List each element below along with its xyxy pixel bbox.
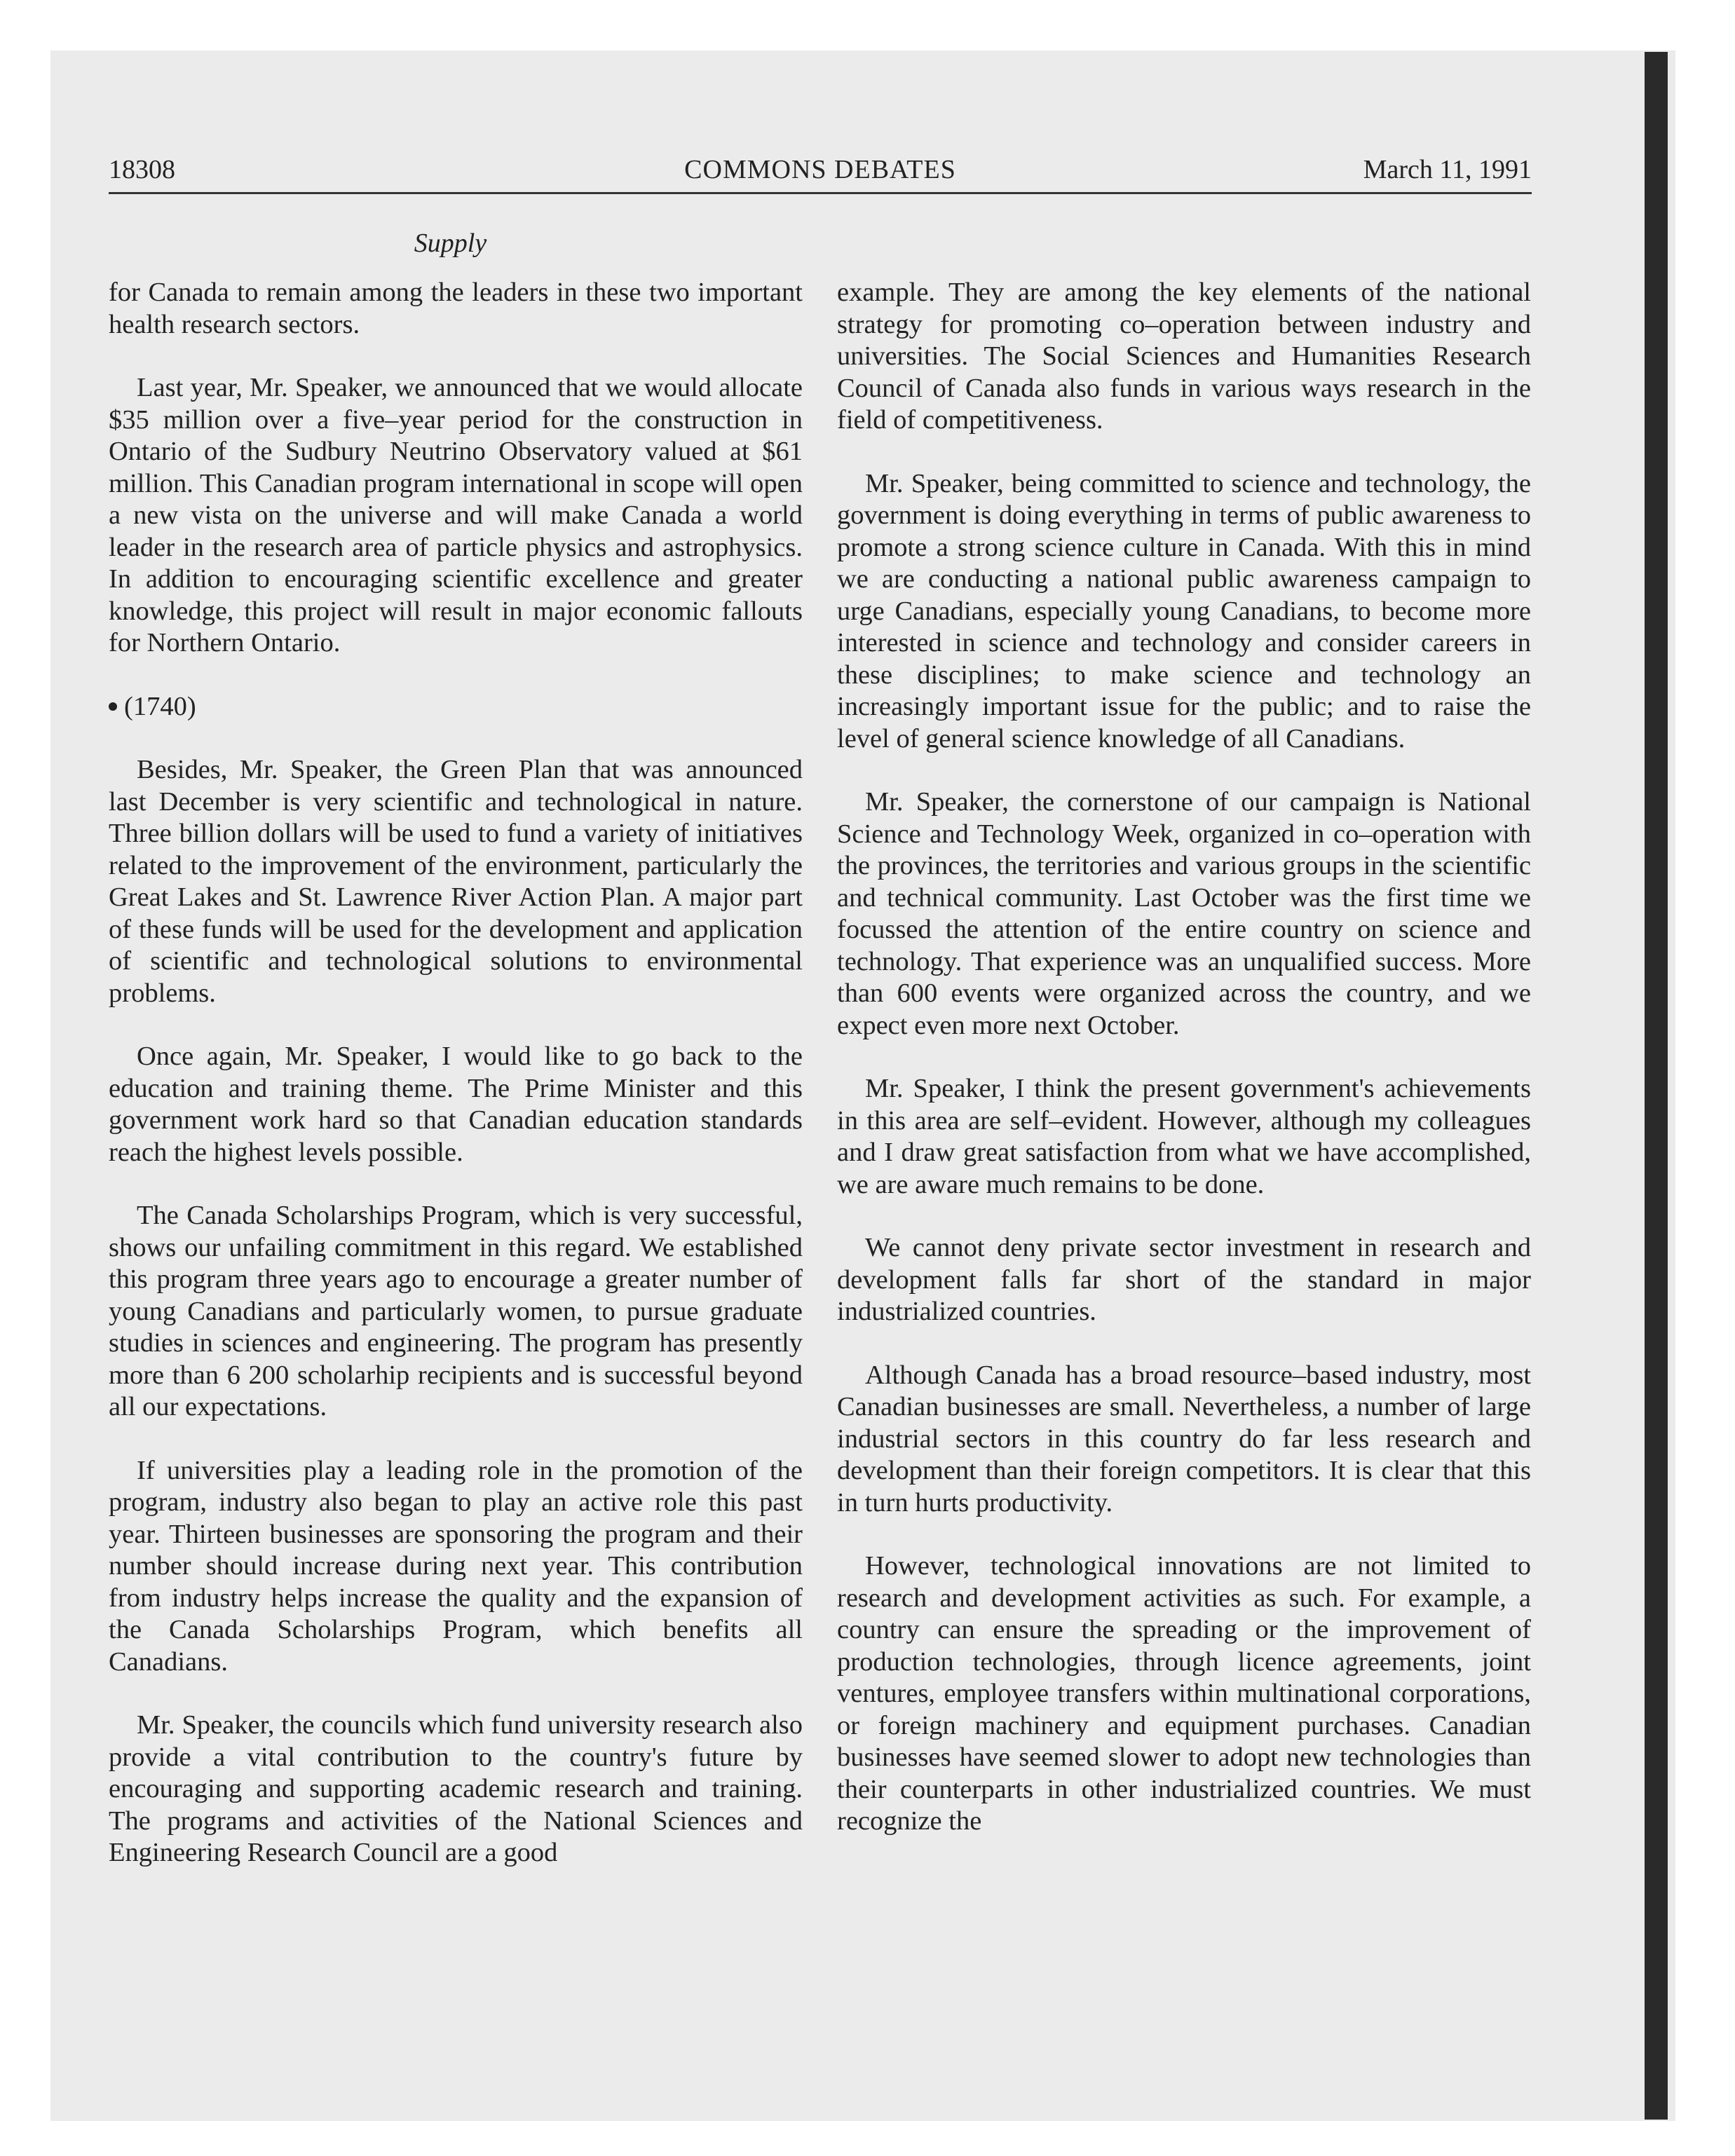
paragraph: Mr. Speaker, I think the present government's achievements in this area are self–evident. However, although my colleagues and I draw great satisfaction from what we have accomplished, we are aware much remains to be done. — [837, 1074, 1531, 1199]
paragraph: Mr. Speaker, being committed to science and technology, the government is doing everything in terms of public awareness to promote a strong science culture in Canada. With this in mind we are conducting a national public awareness campaign to urge Canadians, especially young Canadians, to become more interested in science and technology and consider careers in these disciplines; to make science and technology an increasingly important issue for the public; and to raise the level of general science knowledge of all Canadians. — [837, 468, 1531, 753]
paragraph: If universities play a leading role in the promotion of the program, industry also began to play an active role this past year. Thirteen businesses are sponsoring the program and their number should increase during next year. This contribution from industry helps increase the quality and the expansion of the Canada Scholarships Program, which benefits all Canadians. — [109, 1455, 803, 1677]
paragraph: Last year, Mr. Speaker, we announced that we would allocate $35 million over a five–year period for the construction in Ontario of the Sudbury Neutrino Observatory valued at $61 million. This Canadian program international in scope will open a new vista on the universe and will make Canada a world leader in the research area of particle physics and astrophysics. In addition to encouraging scientific excellence and greater knowledge, this project will result in major economic fallouts for Northern Ontario. — [109, 373, 803, 657]
time-marker-text: (1740) — [124, 691, 196, 721]
paragraph: Mr. Speaker, the councils which fund university research also provide a vital contribution to the country's future by encouraging and supporting academic research and training. The programs and activities of the National Sciences and Engineering Research Council are a good — [109, 1710, 803, 1867]
left-column — [109, 277, 803, 1901]
section-label: Supply — [414, 228, 487, 258]
publication-title: COMMONS DEBATES — [684, 155, 956, 184]
paragraph: Once again, Mr. Speaker, I would like to go back to the education and training theme. The Prime Minister and this government work hard so that Canadian education standards reach the highest levels possible. — [109, 1042, 803, 1167]
paragraph: example. They are among the key elements of the national strategy for promoting co–operation between industry and universities. The Social Sciences and Humanities Research Council of Canada also funds in various ways research in the field of competitiveness. — [837, 278, 1531, 435]
paragraph: However, technological innovations are not limited to research and development activities as such. For example, a country can ensure the spreading or the improvement of production technologies, through licence agreements, joint ventures, employee transfers within multinational corporations, or foreign machinery and equipment purchases. Canadian businesses have seemed slower to adopt new technologies than their counterparts in other industrialized countries. We must recognize the — [837, 1551, 1531, 1836]
bullet-icon — [109, 702, 117, 711]
page-header — [109, 149, 1532, 194]
paragraph: for Canada to remain among the leaders in these two important health research sectors. — [109, 278, 803, 339]
page-date: March 11, 1991 — [1363, 155, 1532, 184]
page-number: 18308 — [109, 155, 175, 184]
time-marker — [109, 691, 803, 723]
paragraph: The Canada Scholarships Program, which is very successful, shows our unfailing commitment in this regard. We established this program three years ago to encourage a greater number of young Canadians and particularly women, to pursue graduate studies in sciences and engineering. The program has presently more than 6 200 scholarhip recipients and is successful beyond all our expectations. — [109, 1201, 803, 1421]
paragraph: Besides, Mr. Speaker, the Green Plan that was announced last December is very scientific and technological in nature. Three billion dollars will be used to fund a variety of initiatives related to the improvement of the environment, particularly the Great Lakes and St. Lawrence River Action Plan. A major part of these funds will be used for the development and application of scientific and technological solutions to environmental problems. — [109, 755, 803, 1008]
paragraph: Although Canada has a broad resource–based industry, most Canadian businesses are small. Nevertheless, a number of large industrial sectors in this country do far less research and development than their foreign competitors. It is clear that this in turn hurts productivity. — [837, 1360, 1531, 1517]
binding-edge — [1645, 52, 1668, 2120]
right-column — [837, 277, 1531, 1869]
paragraph: Mr. Speaker, the cornerstone of our campaign is National Science and Technology Week, organized in co–operation with the provinces, the territories and various groups in the scientific and technical community. Last October was the first time we focussed the attention of the entire country on science and technology. That experience was an unqualified success. More than 600 events were organized across the country, and we expect even more next October. — [837, 787, 1531, 1040]
paragraph: We cannot deny private sector investment in research and development falls far short of the standard in major industrialized countries. — [837, 1233, 1531, 1326]
